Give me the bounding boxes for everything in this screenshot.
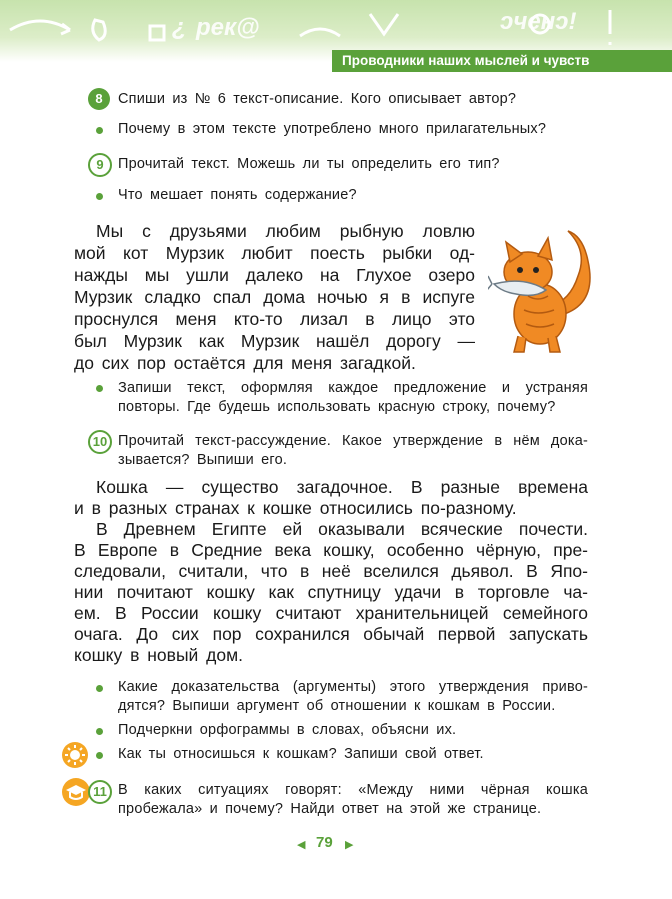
task-10-line-2: зывается? Выпиши его. (118, 452, 288, 468)
bullet-icon (96, 193, 103, 200)
task-10-q2: Подчеркни орфограммы в словах, объясни их. (118, 722, 457, 738)
task-10-line-1: Прочитай текст-рассуждение. Какое утверждение в нём дока- (118, 433, 588, 449)
task-11-badge: 11 (88, 780, 112, 804)
task-10-q1-line-2: дятся? Выпиши аргумент об отношении к кошкам в России. (118, 698, 556, 714)
text9-line-7: до сих пор остаётся для меня загадкой. (74, 353, 416, 373)
text10-line-7: ем. В России кошку считают хранительницей семейного (74, 603, 588, 623)
text10-line-3: В Древнем Египте ей оказывали всяческие почести. (96, 519, 588, 539)
graduation-cap-icon (62, 778, 90, 806)
bullet-icon (96, 752, 103, 759)
task-9-sub: Что мешает понять содержание? (118, 187, 357, 203)
text9-line-1: Мы с друзьями любим рыбную ловлю (96, 221, 475, 241)
task-9-badge: 9 (88, 153, 112, 177)
task-9-after-1: Запиши текст, оформляя каждое предложение и устраняя (118, 380, 588, 396)
bullet-icon (96, 127, 103, 134)
text10-line-9: кошку в новый дом. (74, 645, 243, 665)
doodle-question: ¿ (172, 14, 187, 41)
doodle-rek: рек@ (196, 14, 260, 41)
bullet-icon (96, 385, 103, 392)
task-11-line-2: пробежала» и почему? Найди ответ на этой же странице. (118, 801, 542, 817)
task-10-badge: 10 (88, 430, 112, 454)
cat-with-fish-icon (488, 226, 598, 356)
bullet-icon (96, 728, 103, 735)
text10-line-1: Кошка — существо загадочное. В разные времена (96, 477, 588, 497)
page-number: 79 (316, 834, 333, 851)
task-10-q1-line-1: Какие доказательства (аргументы) этого утверждения приво- (118, 679, 588, 695)
text9-line-6: был Мурзик как Мурзик нашёл дорогу — (74, 331, 475, 351)
task-10-q3: Как ты относишься к кошкам? Запиши свой ответ. (118, 746, 484, 762)
task-8-line: Спиши из № 6 текст-описание. Кого описывает автор? (118, 91, 517, 107)
task-8-badge: 8 (88, 88, 110, 110)
task-11-line-1: В каких ситуациях говорят: «Между ними чёрная кошка (118, 782, 588, 798)
text10-line-2: и в разных странах к кошке относились по-разному. (74, 498, 517, 518)
task-9-line: Прочитай текст. Можешь ли ты определить его тип? (118, 156, 500, 172)
task-9-after-2: повторы. Где будешь использовать красную строку, почему? (118, 399, 556, 415)
text9-line-4: Мурзик сладко спал дома ночью я в испуге (74, 287, 475, 307)
text10-line-5: следовали, считали, что в неё вселился дьявол. В Япо- (74, 561, 588, 581)
text9-line-2: мой кот Мурзик любит поесть рыбки од- (74, 243, 475, 263)
text10-line-6: нии почитают кошку как спутницу удачи в торговле ча- (74, 582, 588, 602)
sun-icon (62, 742, 88, 768)
text10-line-8: очага. До сих пор сохранился обычай первой запускать (74, 624, 588, 644)
text10-line-4: В Европе в Средние века кошку, особенно чёрную, пре- (74, 540, 588, 560)
doodle-ochen: ɔчeнɔ! (500, 8, 577, 35)
bullet-icon (96, 685, 103, 692)
section-title: Проводники наших мыслей и чувств (332, 50, 672, 72)
next-page-icon[interactable]: ▶ (345, 839, 354, 851)
prev-page-icon[interactable]: ◀ (297, 839, 306, 851)
task-8-sub: Почему в этом тексте употреблено много прилагательных? (118, 121, 547, 137)
text9-line-5: проснулся меня кто-то лизал в лицо это (74, 309, 475, 329)
text9-line-3: нажды мы ушли далеко на Глухое озеро (74, 265, 475, 285)
